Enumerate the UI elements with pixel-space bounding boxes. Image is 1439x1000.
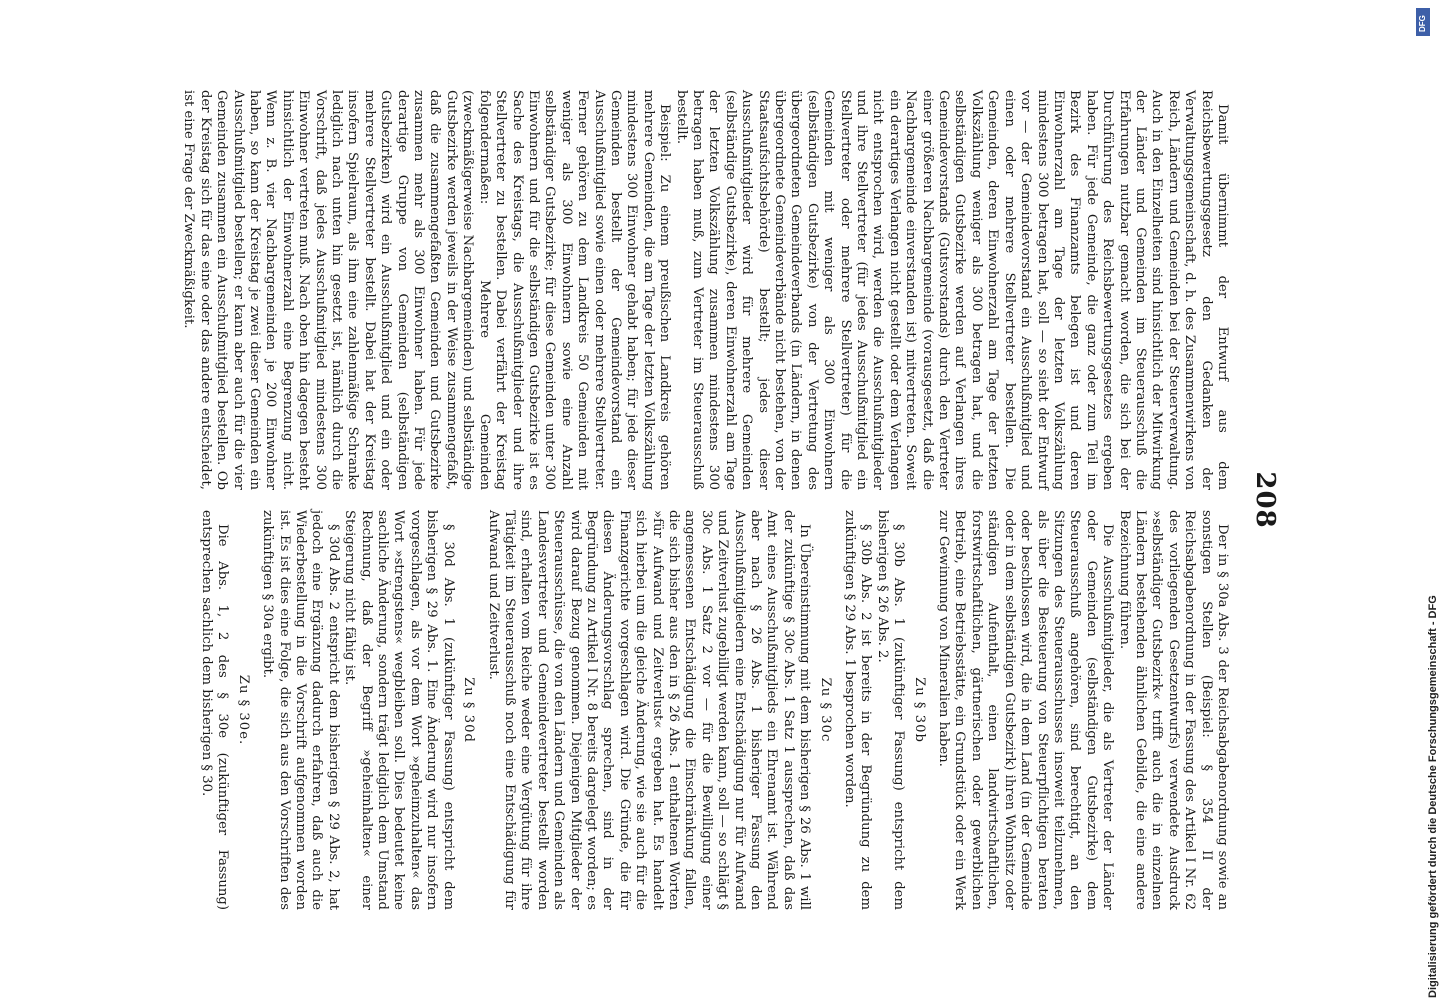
left-column <box>50 90 1230 490</box>
section-heading-30e: Zu § 30e. <box>235 674 251 746</box>
section-30c-paragraph-1: In Übereinstimmung mit dem bisherigen § 26 Abs. 1 will der zukünftige § 30c Abs. 1 Satz 1 aussprechen, daß das Amt eines Ausschußmitglieds ein Ehrenamt ist. Während aber nach § 26 Abs. 1 bisheriger Fassung den Ausschußmitgliedern eine Entschädigung nur für Aufwand und Zeitverlust zugebilligt werden kann, soll — so schlägt § 30c Abs. 1 Satz 2 vor — für die Bewilligung einer angemessenen Entschädigung die Einschränkung fallen, die sich bisher aus den in § 26 Abs. 1 enthaltenen Worten »für Aufwand und Zeitverlust« ergeben hat. Es handelt sich hierbei um die gleiche Änderung, wie sie auch für die Finanzgerichte vorgeschlagen wird. Die Gründe, die für diesen Änderungsvorschlag sprechen, sind in der Begründung zu Artikel I Nr. 8 bereits dargelegt worden; es wird darauf Bezug genommen. Diejenigen Mitglieder der Steuerausschüsse, die von den Ländern und Gemeinden als Landesvertreter und Gemeindevertreter bestellt worden sind, erhalten vom Reiche weder eine Vergütung für ihre Tätigkeit im Steuerausschuß noch eine Entschädigung für Aufwand und Zeitverlust. <box>485 510 813 910</box>
section-30d-paragraph-1: § 30d Abs. 1 (zukünftiger Fassung) entspricht dem bisherigen § 29 Abs. 1. Eine Änderung wird nur insofern vorgeschlagen, als vor dem Wort »geheimzuhalten« das Wort »strengstens« wegbleiben soll. Dies bedeutet keine sachliche Änderung, sondern trägt lediglich dem Umstand Rechnung, daß der Begriff »geheimhalten« einer Steigerung nicht fähig ist. <box>342 510 456 910</box>
section-30e-paragraph-1: Die Abs. 1, 2 des § 30e (zukünftiger Fassung) entsprechen sachlich dem bisherigen § 30. <box>199 510 231 910</box>
digitization-credit-text: Digitalisierung gefördert durch die Deutsche Forschungsgemeinschaft - DFG <box>1427 595 1439 998</box>
section-heading-30b: Zu § 30b <box>911 677 927 743</box>
section-30d-paragraph-2: § 30d Abs. 2 entspricht dem bisherigen § 29 Abs. 2, hat jedoch eine Ergänzung dadurch erfahren, daß auch die Wiederbestellung in die Vorschrift aufgenommen worden ist. Es ist dies eine Folge, die sich aus den Vorschriften des zukünftigen § 30a ergibt. <box>260 510 341 910</box>
left-paragraph-1: Damit übernimmt der Entwurf aus dem Reichsbewertungsgesetz den Gedanken der Verwaltungsgemeinschaft, d. h. des Zusammenwirkens von Reich, Ländern und Gemeinden bei der Steuerverwaltung. Auch in den Einzelheiten sind hinsichtlich der Mitwirkung der Länder und Gemeinden im Steuerausschuß die Erfahrungen nutzbar gemacht worden, die sich bei der Durchführung des Reichsbewertungsgesetzes ergeben haben. Für jede Gemeinde, die ganz oder zum Teil im Bezirk des Finanzamts belegen ist und deren Einwohnerzahl am Tage der letzten Volkszählung mindestens 300 betragen hat, soll — so sieht der Entwurf vor — der Gemeindevorstand ein Ausschußmitglied und einen oder mehrere Stellvertreter bestellen. Die Gemeinden, deren Einwohnerzahl am Tage der letzten Volkszählung weniger als 300 betragen hat, und die selbständigen Gutsbezirke werden auf Verlangen ihres Gemeindevorstands (Gutsvorstands) durch den Vertreter einer größeren Nachbargemeinde (vorausgesetzt, daß die Nachbargemeinde einverstanden ist) mitvertreten. Soweit ein derartiges Verlangen nicht gestellt oder dem Verlangen nicht entsprochen wird, werden die Ausschußmitglieder und ihre Stellvertreter (für jedes Ausschußmitglied ein Stellvertreter oder mehrere Stellvertreter) für die Gemeinden mit weniger als 300 Einwohnern (selbständigen Gutsbezirke) von der Vertretung des übergeordneten Gemeindeverbands (in Ländern, in denen übergeordnete Gemeindeverbände nicht bestehen, von der Staatsaufsichtsbehörde) bestellt; jedes dieser Ausschußmitglieder wird für mehrere Gemeinden (selbständige Gutsbezirke), deren Einwohnerzahl am Tage der letzten Volkszählung zusammen mindestens 300 betragen haben muß, zum Vertreter im Steuerausschuß bestellt. <box>673 90 1230 490</box>
left-paragraph-2: Beispiel: Zu einem preußischen Landkreis gehören mehrere Gemeinden, die am Tage der letzten Volkszählung mindestens 300 Einwohner gehabt haben; für jede dieser Gemeinden bestellt der Gemeindevorstand ein Ausschußmitglied sowie einen oder mehrere Stellvertreter. Ferner gehören zu dem Landkreis 50 Gemeinden mit weniger als 300 Einwohnern sowie eine Anzahl selbständiger Gutsbezirke; für diese Gemeinden unter 300 Einwohnern und für die selbständigen Gutsbezirke ist es Sache des Kreistags, die Ausschußmitglieder und ihre Stellvertreter zu bestellen. Dabei verfährt der Kreistag folgendermaßen: Mehrere Gemeinden (zweckmäßigerweise Nachbargemeinden) und selbständige Gutsbezirke werden jeweils in der Weise zusammengefaßt, daß die zusammengefaßten Gemeinden und Gutsbezirke zusammen mehr als 300 Einwohner haben. Für jede derartige Gruppe von Gemeinden (selbständigen Gutsbezirken) wird ein Ausschußmitglied und ein oder mehrere Stellvertreter bestellt. Dabei hat der Kreistag insofern Spielraum, als ihm eine zahlenmäßige Schranke lediglich nach unten hin gesetzt ist, nämlich durch die Vorschrift, daß jedes Ausschußmitglied mindestens 300 Einwohner vertreten muß. Nach oben hin dagegen besteht hinsichtlich der Einwohnerzahl eine Begrenzung nicht. Wenn z. B. vier Nachbargemeinden je 200 Einwohner haben, so kann der Kreistag je zwei dieser Gemeinden ein Ausschußmitglied bestellen; er kann aber auch für die vier Gemeinden zusammen ein Ausschußmitglied bestellen. Ob der Kreistag sich für das eine oder das andere entscheidet, ist eine Frage der Zweckmäßigkeit. <box>181 90 673 490</box>
section-heading-30d: Zu § 30d <box>461 677 477 743</box>
right-column <box>50 510 1230 910</box>
digitization-sidebar <box>1405 10 1439 998</box>
dfg-logo-text: DFG <box>1418 15 1427 32</box>
section-30b-paragraph-1: § 30b Abs. 1 (zukünftiger Fassung) entspricht dem bisherigen § 26 Abs. 2. <box>874 510 907 910</box>
section-30b-paragraph-2: § 30b Abs. 2 ist bereits in der Begründung zu dem zukünftigen § 29 Abs. 1 besprochen worden. <box>842 510 874 910</box>
dfg-logo <box>1416 8 1430 36</box>
section-heading-30c: Zu § 30c <box>817 677 833 743</box>
rotated-document-page <box>0 50 1300 950</box>
page-number: 208 <box>1250 471 1280 529</box>
right-intro-1: Der in § 30a Abs. 3 der Reichsabgabenordnung sowie an sonstigen Stellen (Beispiel: § 354 II der Reichsabgabenordnung in der Fassung des Artikel I Nr. 62 des vorliegenden Gesetzentwurfs) verwendete Ausdruck »selbständiger Gutsbezirk« trifft auch die in einzelnen Ländern bestehenden ähnlichen Gebilde, die eine andere Bezeichnung führen. <box>1116 510 1230 910</box>
right-intro-2: Die Ausschußmitglieder, die als Vertreter der Länder oder Gemeinden (selbständigen Gutsbezirke) dem Steuerausschuß angehören, sind berechtigt, an den Sitzungen des Steuerausschusses insoweit teilzunehmen, als über die Besteuerung von Steuerpflichtigen beraten oder beschlossen wird, die in dem Land (in der Gemeinde oder in dem selbständigen Gutsbezirk) ihren Wohnsitz oder ständigen Aufenthalt, einen landwirtschaftlichen, forstwirtschaftlichen, gärtnerischen oder gewerblichen Betrieb, eine Betriebsstätte, ein Grundstück oder ein Werk zur Gewinnung von Mineralien haben. <box>936 510 1116 910</box>
